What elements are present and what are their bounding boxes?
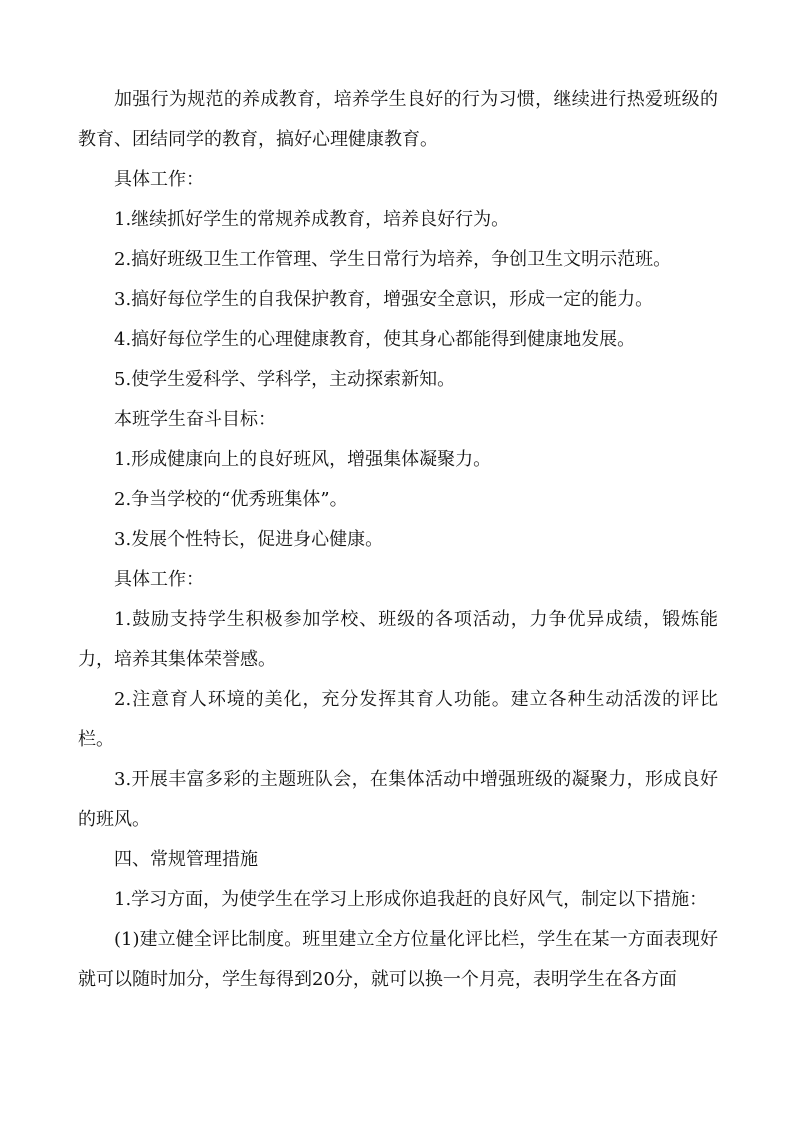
list-item-work-3: 3.搞好每位学生的自我保护教育，增强安全意识，形成一定的能力。 xyxy=(114,289,654,310)
list-item-evaluation-system: (1)建立健全评比制度。班里建立全方位量化评比栏，学生在某一方面表现好就可以随时加分，学生每得到20分，就可以换一个月亮，表明学生在各方面 xyxy=(78,929,718,990)
list-item-activity-2: 2.注意育人环境的美化，充分发挥其育人功能。建立各种生动活泼的评比栏。 xyxy=(78,689,718,750)
list-item-goal-1: 1.形成健康向上的良好班风，增强集体凝聚力。 xyxy=(114,449,492,470)
list-item-activity-3: 3.开展丰富多彩的主题班队会，在集体活动中增强班级的凝聚力，形成良好的班风。 xyxy=(78,769,718,830)
list-item-goal-2: 2.争当学校的“优秀班集体”。 xyxy=(114,489,348,510)
document-page xyxy=(78,80,718,1000)
list-item-study-measures: 1.学习方面，为使学生在学习上形成你追我赶的良好风气，制定以下措施： xyxy=(114,889,708,910)
list-item-work-4: 4.搞好每位学生的心理健康教育，使其身心都能得到健康地发展。 xyxy=(114,329,636,350)
list-item-work-1: 1.继续抓好学生的常规养成教育，培养良好行为。 xyxy=(114,209,510,230)
list-item-activity-1: 1.鼓励支持学生积极参加学校、班级的各项活动，力争优异成绩，锻炼能力，培养其集体荣誉感。 xyxy=(78,609,718,670)
heading-specific-work-2: 具体工作： xyxy=(114,569,204,590)
list-item-work-5: 5.使学生爱科学、学科学，主动探索新知。 xyxy=(114,369,456,390)
list-item-work-2: 2.搞好班级卫生工作管理、学生日常行为培养，争创卫生文明示范班。 xyxy=(114,249,672,270)
section-heading-management: 四、常规管理措施 xyxy=(114,849,258,870)
heading-specific-work-1: 具体工作： xyxy=(114,169,204,190)
paragraph-behavior-education: 加强行为规范的养成教育，培养学生良好的行为习惯，继续进行热爱班级的教育、团结同学的教育，搞好心理健康教育。 xyxy=(78,89,718,150)
list-item-goal-3: 3.发展个性特长，促进身心健康。 xyxy=(114,529,384,550)
heading-class-goals: 本班学生奋斗目标： xyxy=(114,409,276,430)
